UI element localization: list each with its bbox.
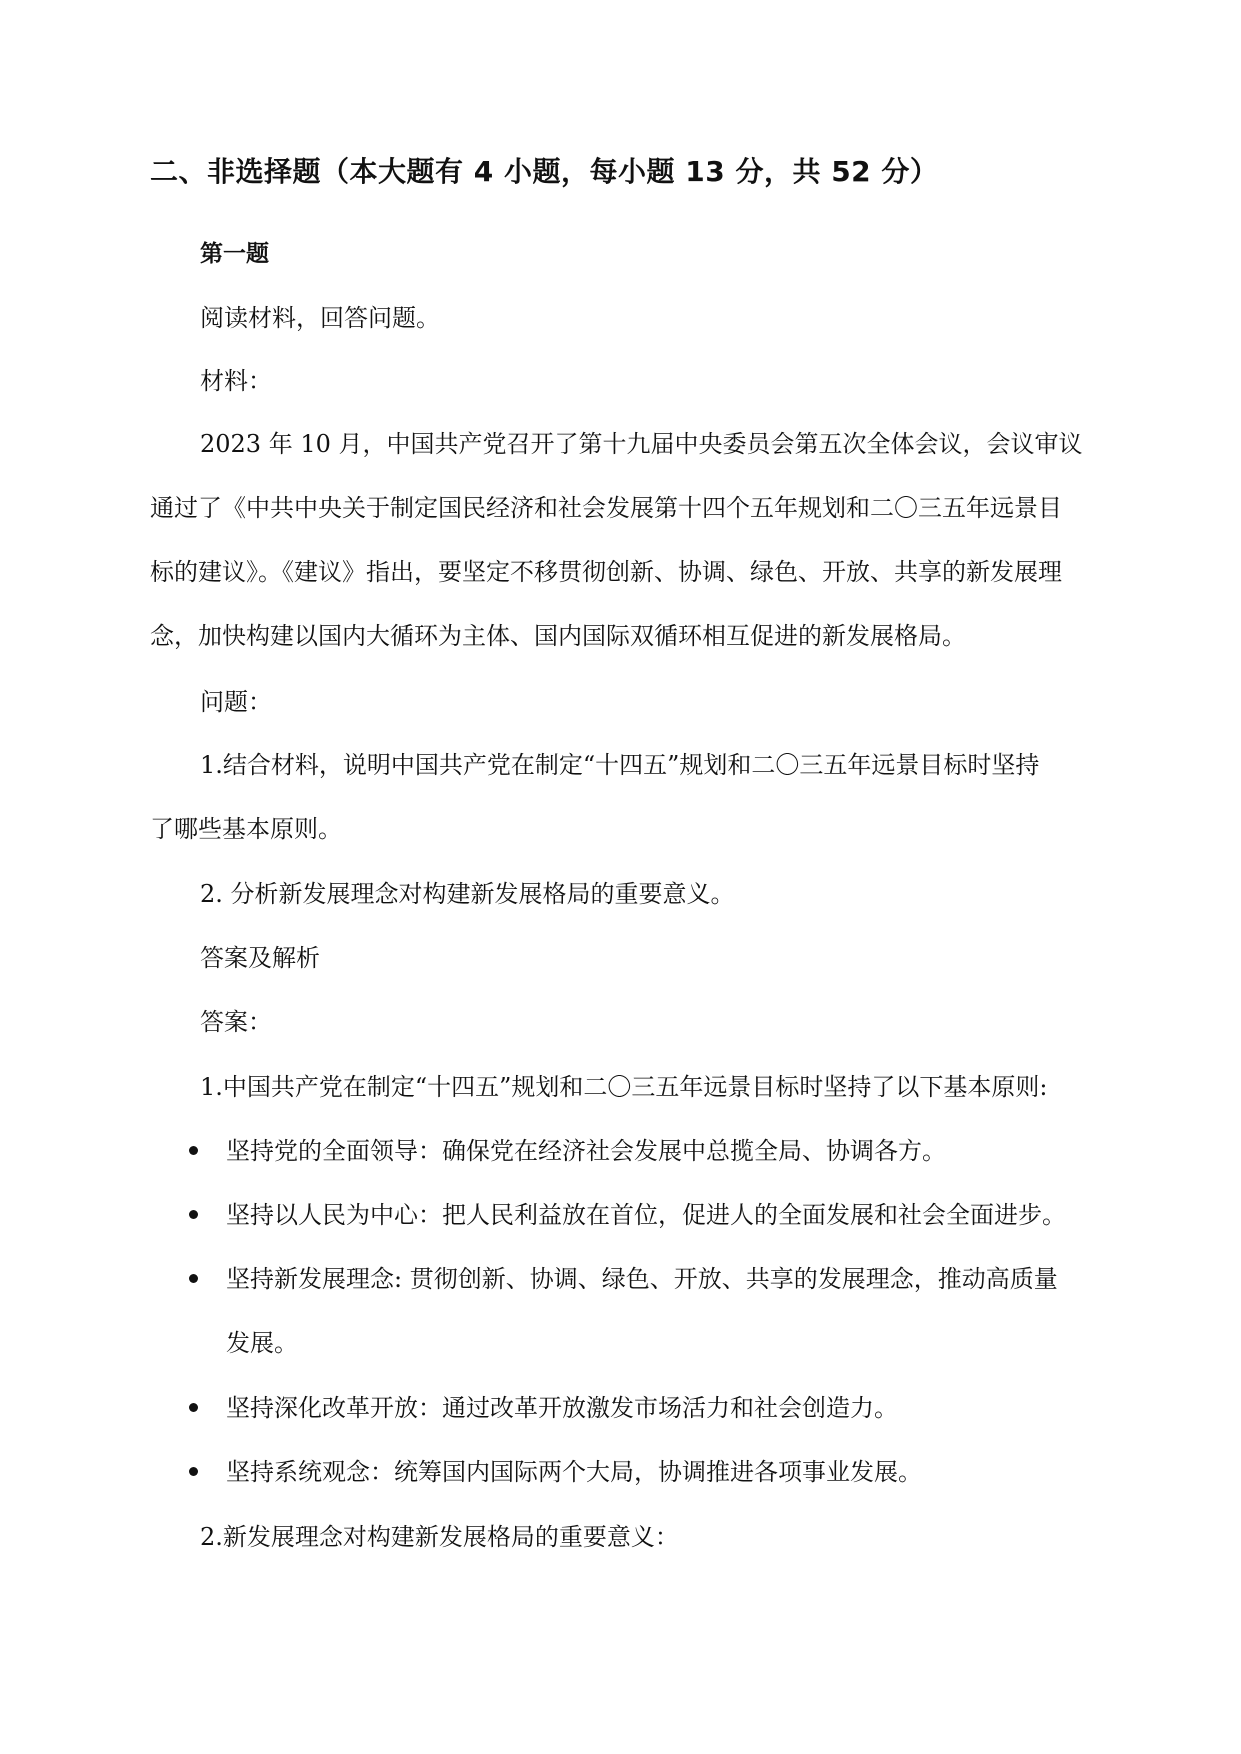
material-line: 通过了《中共中央关于制定国民经济和社会发展第十四个五年规划和二〇三五年远景目 (150, 494, 1062, 522)
question-1-line: 1.结合材料，说明中国共产党在制定“十四五”规划和二〇三五年远景目标时坚持 (200, 751, 1040, 779)
principle-text: 坚持以人民为中心：把人民利益放在首位，促进人的全面发展和社会全面进步。 (226, 1201, 1066, 1229)
list-item (0, 1195, 1241, 1235)
list-item (0, 1388, 1241, 1428)
answer-1-intro: 1.中国共产党在制定“十四五”规划和二〇三五年远景目标时坚持了以下基本原则: (200, 1073, 1048, 1101)
principle-text: 坚持深化改革开放：通过改革开放激发市场活力和社会创造力。 (226, 1394, 898, 1422)
material-line: 念，加快构建以国内大循环为主体、国内国际双循环相互促进的新发展格局。 (150, 622, 966, 650)
question-1-line: 了哪些基本原则。 (150, 815, 342, 843)
principle-text: 坚持新发展理念: 贯彻创新、协调、绿色、开放、共享的发展理念，推动高质量 (226, 1265, 1058, 1293)
bullet-icon (189, 1146, 198, 1155)
bullet-icon (189, 1467, 198, 1476)
section-title: 二、非选择题（本大题有 4 小题，每小题 13 分，共 52 分） (150, 155, 939, 188)
answer-label: 答案： (200, 1008, 272, 1036)
material-line: 标的建议》。《建议》指出，要坚定不移贯彻创新、协调、绿色、开放、共享的新发展理 (150, 558, 1062, 586)
list-item (0, 1452, 1241, 1492)
bullet-icon (189, 1210, 198, 1219)
material-label: 材料： (200, 367, 272, 395)
principle-text: 坚持党的全面领导：确保党在经济社会发展中总揽全局、协调各方。 (226, 1137, 946, 1165)
list-item (0, 1259, 1241, 1299)
analysis-label: 答案及解析 (200, 944, 320, 972)
question-title: 第一题 (200, 241, 269, 267)
answer-2-intro: 2.新发展理念对构建新发展格局的重要意义： (200, 1523, 679, 1551)
list-item (0, 1131, 1241, 1171)
bullet-icon (189, 1403, 198, 1412)
instruction-text: 阅读材料，回答问题。 (200, 304, 440, 332)
question-2: 2. 分析新发展理念对构建新发展格局的重要意义。 (200, 880, 735, 908)
principle-continuation: 发展。 (226, 1329, 298, 1357)
bullet-icon (189, 1274, 198, 1283)
principle-text: 坚持系统观念：统筹国内国际两个大局，协调推进各项事业发展。 (226, 1458, 922, 1486)
question-label: 问题： (200, 688, 272, 716)
material-line: 2023 年 10 月，中国共产党召开了第十九届中央委员会第五次全体会议，会议审议 (200, 430, 1083, 458)
